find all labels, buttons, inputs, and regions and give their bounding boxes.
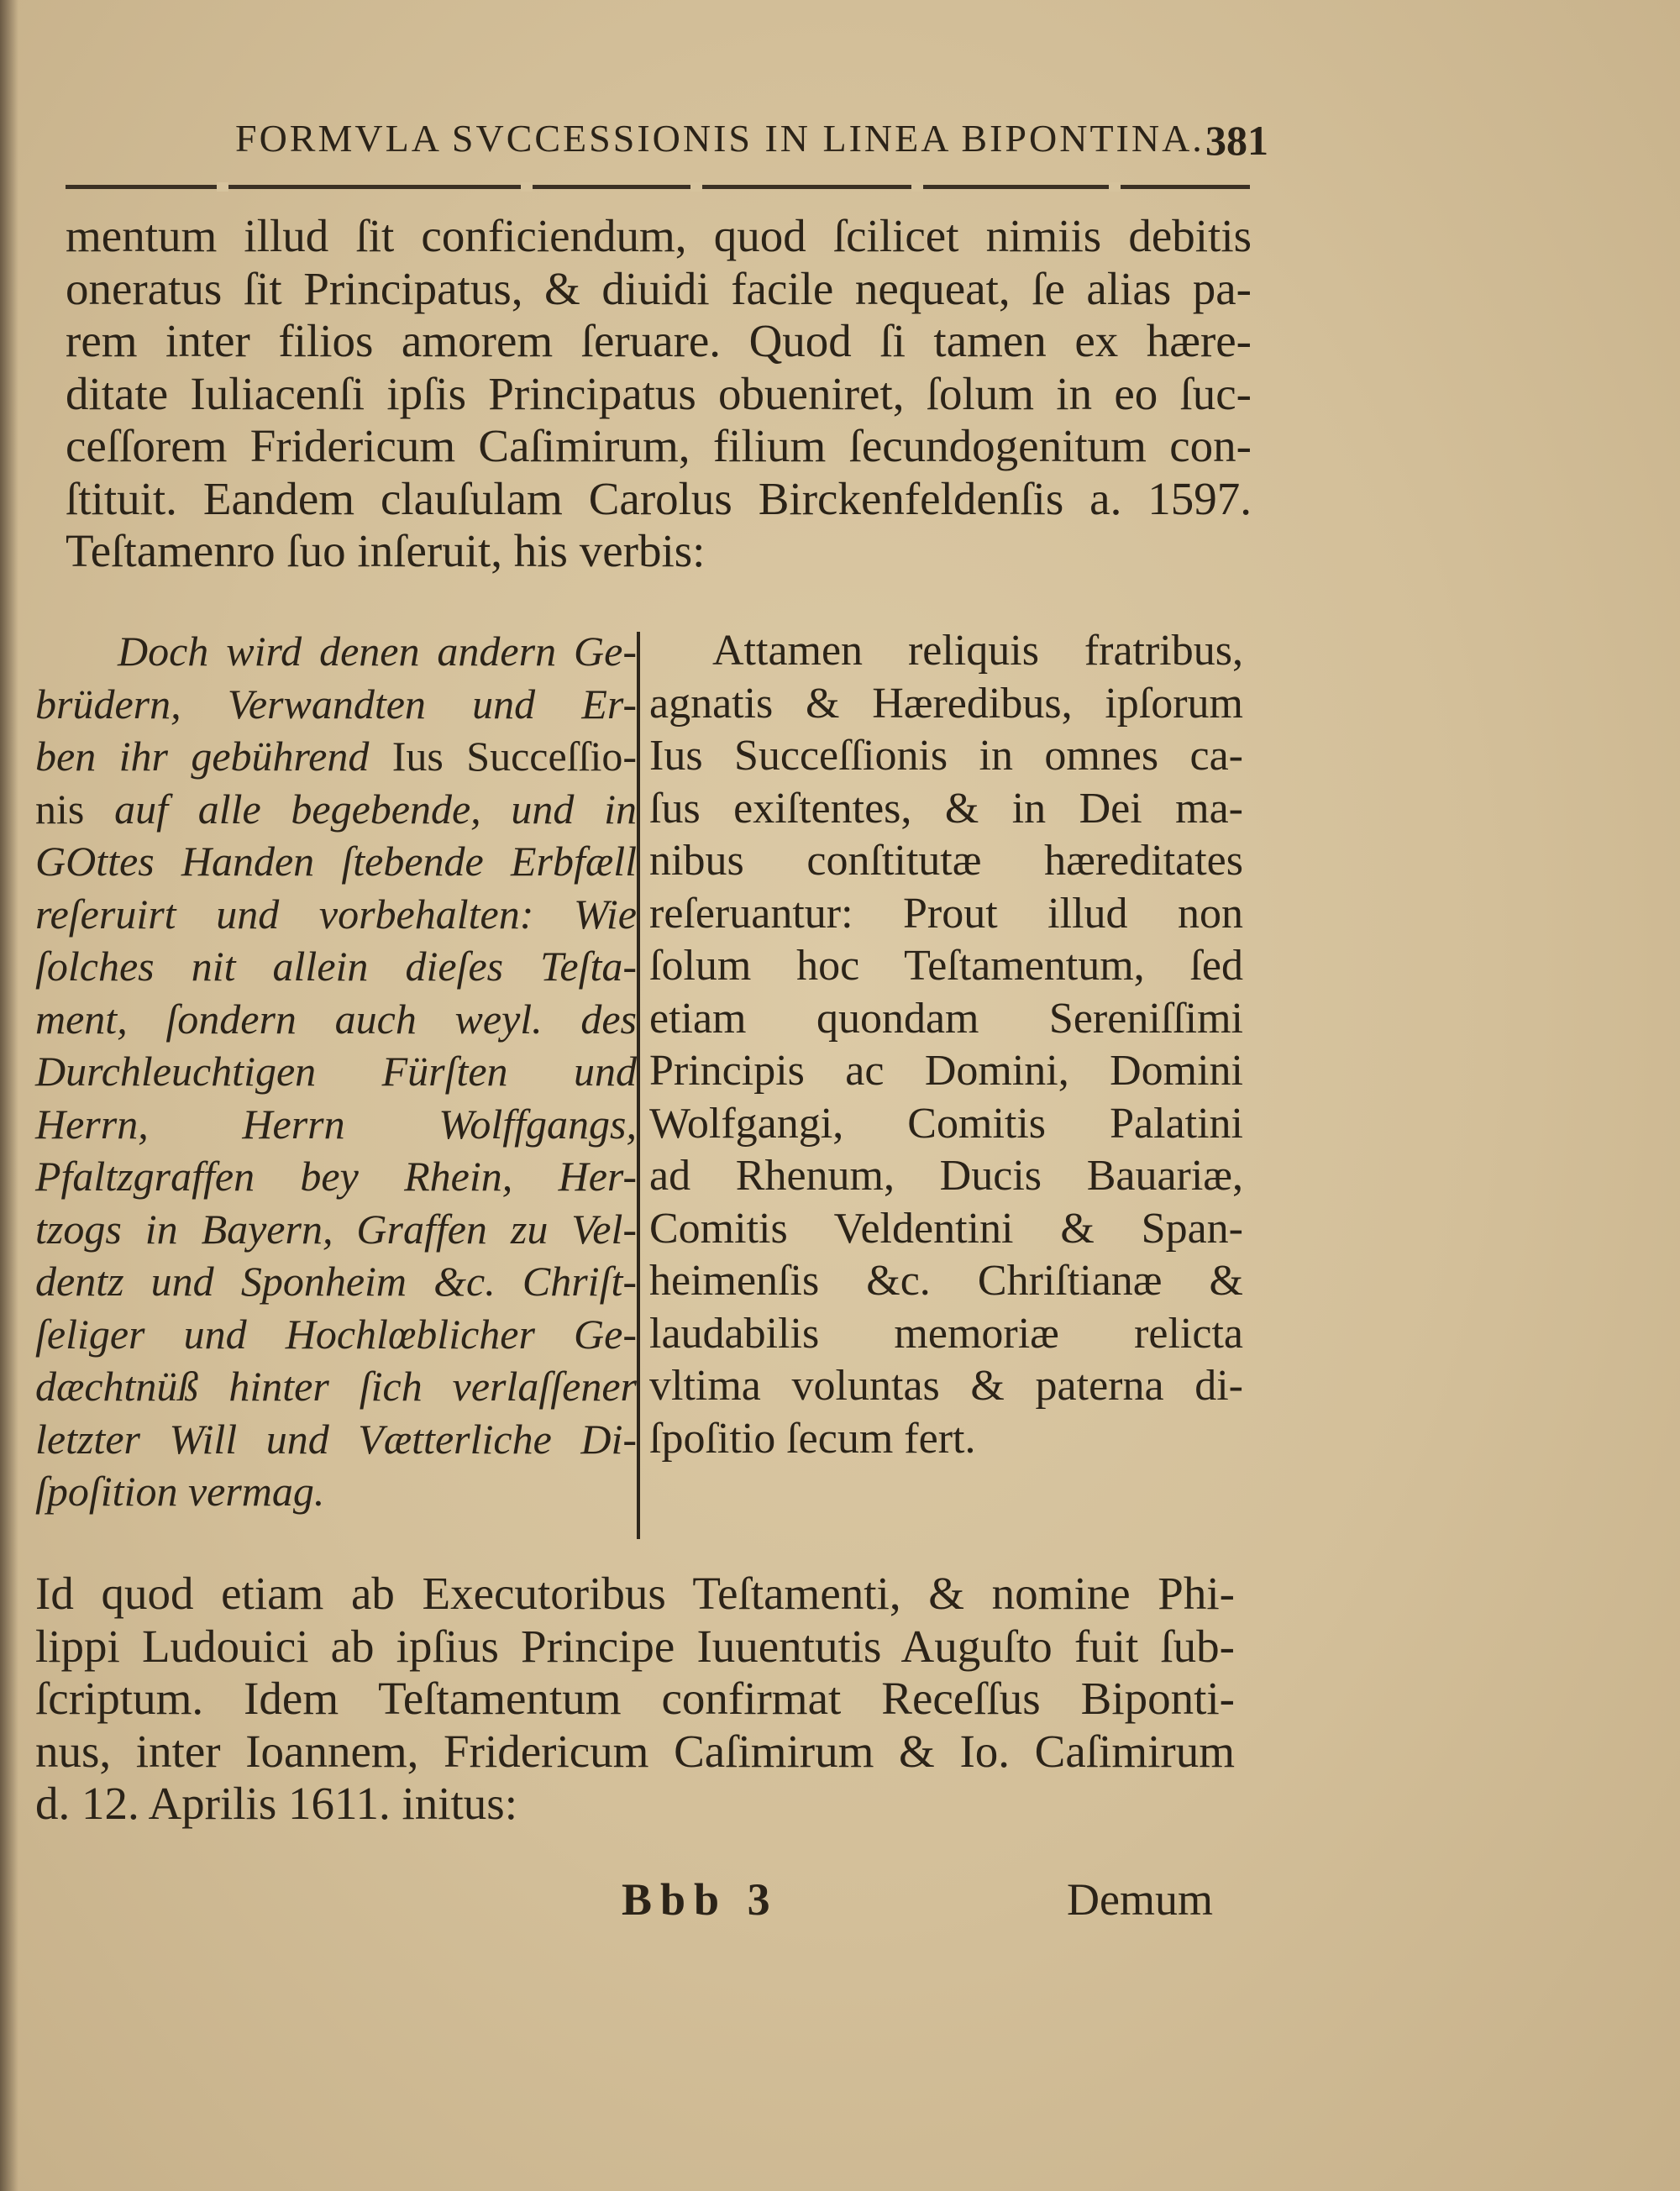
text-line: ſtituit. Eandem clauſulam Carolus Birckenfeldenſis a. 1597. — [66, 472, 1252, 524]
header-rule-gap — [1109, 182, 1121, 192]
german-quotation-column — [35, 625, 637, 1518]
text-line: nus, inter Ioannem, Fridericum Caſimirum & Io. Caſimirum — [35, 1725, 1235, 1777]
intro-paragraph — [66, 210, 1252, 578]
text-line: ſpoſitio ſecum fert. — [649, 1414, 976, 1463]
latin-translation-column — [649, 625, 1243, 1465]
text-line: reſeruirt und vorbehalten: Wie — [35, 890, 637, 938]
text-line: Attamen reliquis fratribus, — [712, 627, 1243, 675]
text-line: Ius Succeſſionis in omnes ca- — [649, 732, 1243, 780]
text-line: reſeruantur: Prout illud non — [649, 889, 1243, 938]
text-line: ment, ſondern auch weyl. des — [35, 995, 637, 1043]
text-line: vltima voluntas & paterna di- — [649, 1362, 1243, 1410]
text-line: ben ihr gebührend Ius Succeſſio- — [35, 733, 637, 780]
text-line: Comitis Veldentini & Span- — [649, 1204, 1243, 1253]
text-line: ſolches nit allein dieſes Teſta- — [35, 943, 637, 990]
text-line: dæchtnüß hinter ſich verlaſſener — [35, 1363, 637, 1410]
text-line: Pfaltzgraffen bey Rhein, Her- — [35, 1153, 637, 1200]
catchword: Demum — [1067, 1874, 1213, 1925]
column-divider — [637, 632, 640, 1539]
text-line: mentum illud ſit conficiendum, quod ſcilicet nimiis debitis — [66, 210, 1252, 261]
text-line: d. 12. Aprilis 1611. initus: — [35, 1778, 517, 1829]
text-line: Herrn, Herrn Wolffgangs, — [35, 1100, 637, 1148]
header-rule-gap — [217, 182, 228, 192]
page-edge-shadow — [0, 0, 18, 2191]
text-line: ceſſorem Fridericum Caſimirum, filium ſecundogenitum con- — [66, 420, 1252, 471]
text-line: rem inter filios amorem ſeruare. Quod ſi tamen ex hære- — [66, 315, 1252, 366]
text-line: Doch wird denen andern Ge- — [118, 628, 637, 675]
header-rule-gap — [521, 182, 533, 192]
text-line: Durchleuchtigen Fürſten und — [35, 1048, 637, 1095]
header-rule — [66, 185, 1250, 189]
text-line: agnatis & Hæredibus, ipſorum — [649, 679, 1243, 728]
header-rule-gap — [911, 182, 923, 192]
text-line: etiam quondam Sereniſſimi — [649, 994, 1243, 1043]
text-line: ſolum hoc Teſtamentum, ſed — [649, 942, 1243, 990]
text-line: oneratus ſit Principatus, & diuidi facile nequeat, ſe alias pa- — [66, 262, 1252, 314]
text-line: Id quod etiam ab Executoribus Teſtamenti, & nomine Phi- — [35, 1568, 1235, 1619]
text-line: ſpoſition vermag. — [35, 1468, 325, 1515]
text-line: ſeliger und Hochlœblicher Ge- — [35, 1310, 637, 1358]
text-line: ſus exiſtentes, & in Dei ma- — [649, 784, 1243, 833]
text-line: dentz und Sponheim &c. Chriſt- — [35, 1258, 637, 1305]
signature-mark: Bbb 3 — [622, 1874, 779, 1925]
text-line: GOttes Handen ſtebende Erbfæll — [35, 838, 637, 885]
text-line: ditate Iuliacenſi ipſis Principatus obueniret, ſolum in eo ſuc- — [66, 367, 1252, 419]
running-title: FORMVLA SVCCESSIONIS IN LINEA BIPONTINA. — [235, 117, 1205, 160]
closing-paragraph — [35, 1568, 1235, 1831]
text-line: ad Rhenum, Ducis Bauariæ, — [649, 1152, 1243, 1200]
text-line: lippi Ludouici ab ipſius Principe Iuuentutis Auguſto fuit ſub- — [35, 1620, 1235, 1672]
text-line: Wolfgangi, Comitis Palatini — [649, 1099, 1243, 1148]
text-line: brüdern, Verwandten und Er- — [35, 680, 637, 728]
text-line: nibus conſtitutæ hæreditates — [649, 837, 1243, 885]
text-line: letzter Will und Vætterliche Di- — [35, 1415, 637, 1463]
page-number: 381 — [1205, 117, 1268, 164]
text-line: tzogs in Bayern, Graffen zu Vel- — [35, 1205, 637, 1253]
text-line: laudabilis memoriæ relicta — [649, 1309, 1243, 1358]
text-line: nis auf alle begebende, und in — [35, 785, 637, 833]
text-line: Principis ac Domini, Domini — [649, 1047, 1243, 1095]
text-line: heimenſis &c. Chriſtianæ & — [649, 1257, 1243, 1305]
header-rule-gap — [690, 182, 702, 192]
text-line: Teſtamenro ſuo inſeruit, his verbis: — [66, 525, 706, 576]
text-line: ſcriptum. Idem Teſtamentum confirmat Receſſus Biponti- — [35, 1673, 1235, 1724]
